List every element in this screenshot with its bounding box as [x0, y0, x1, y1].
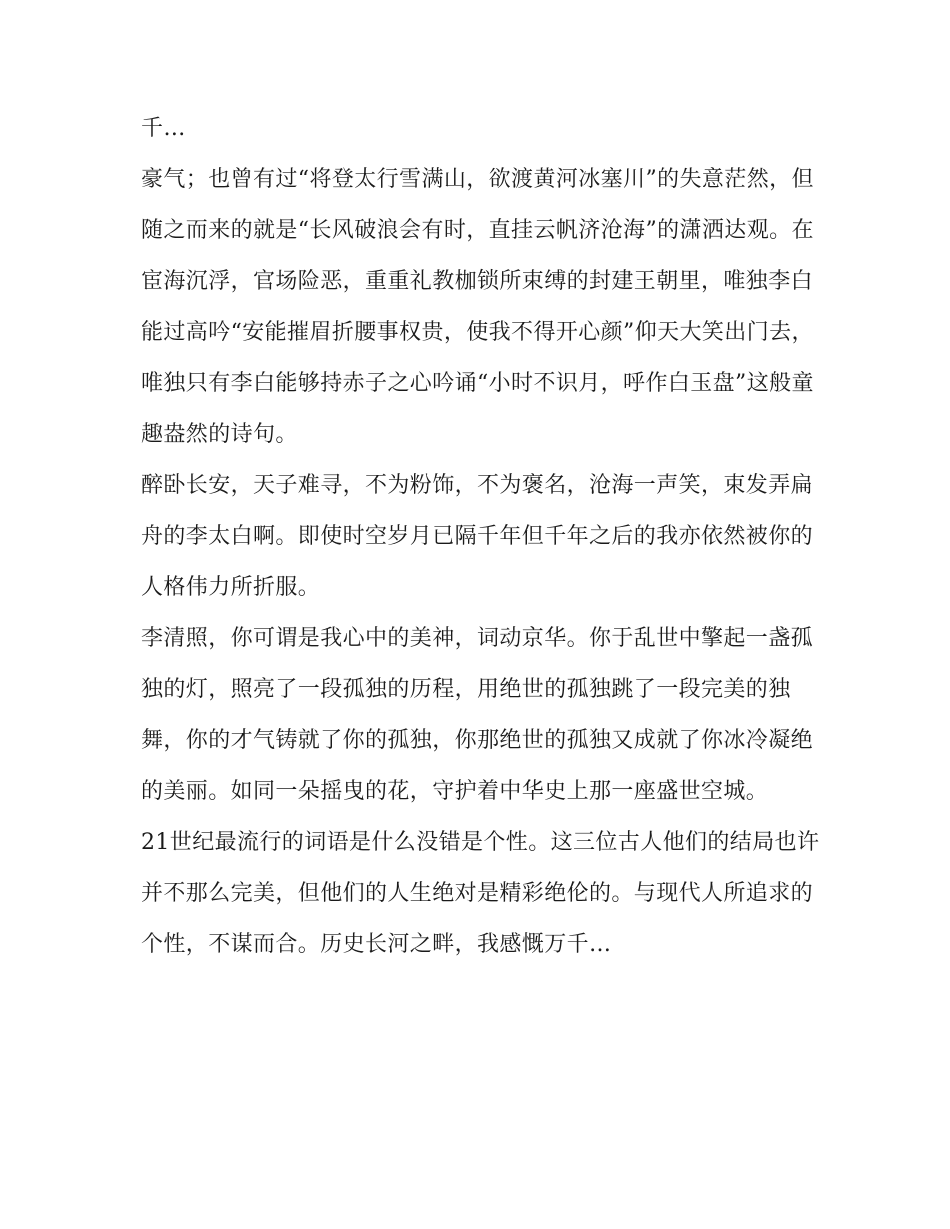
- paragraph-li-bai-tribute: 醉卧长安，天子难寻，不为粉饰，不为褒名，沧海一声笑，束发弄扁舟的李太白啊。即使时空岁月已隔千年但千年之后的我亦依然被你的人格伟力所折服。: [141, 473, 814, 600]
- paragraph-conclusion: 21世纪最流行的词语是什么没错是个性。这三位古人他们的结局也许并不那么完美，但他们的人生绝对是精彩绝伦的。与现代人所追求的个性，不谋而合。历史长河之畔，我感慨万千…: [141, 830, 820, 957]
- paragraph-li-bai-spirit: 豪气；也曾有过“将登太行雪满山，欲渡黄河冰塞川”的失意茫然，但随之而来的就是“长风破浪会有时，直挂云帆济沧海”的潇洒达观。在宦海沉浮，官场险恶，重重礼教枷锁所束缚的封建王朝里，唯独李白能过高吟“安能摧眉折腰事权贵，使我不得开心颜”仰天大笑出门去，唯独只有李白能够持赤子之心吟诵“小时不识月，呼作白玉盘”这般童趣盎然的诗句。: [141, 167, 814, 447]
- paragraph-li-qingzhao: 李清照，你可谓是我心中的美神，词动京华。你于乱世中擎起一盏孤独的灯，照亮了一段孤独的历程，用绝世的孤独跳了一段完美的独舞，你的才气铸就了你的孤独，你那绝世的孤独又成就了你冰冷凝绝的美丽。如同一朵摇曳的花，守护着中华史上那一座盛世空城。: [141, 626, 814, 804]
- paragraph-fragment: 千…: [141, 116, 186, 141]
- essay-body: [141, 103, 821, 970]
